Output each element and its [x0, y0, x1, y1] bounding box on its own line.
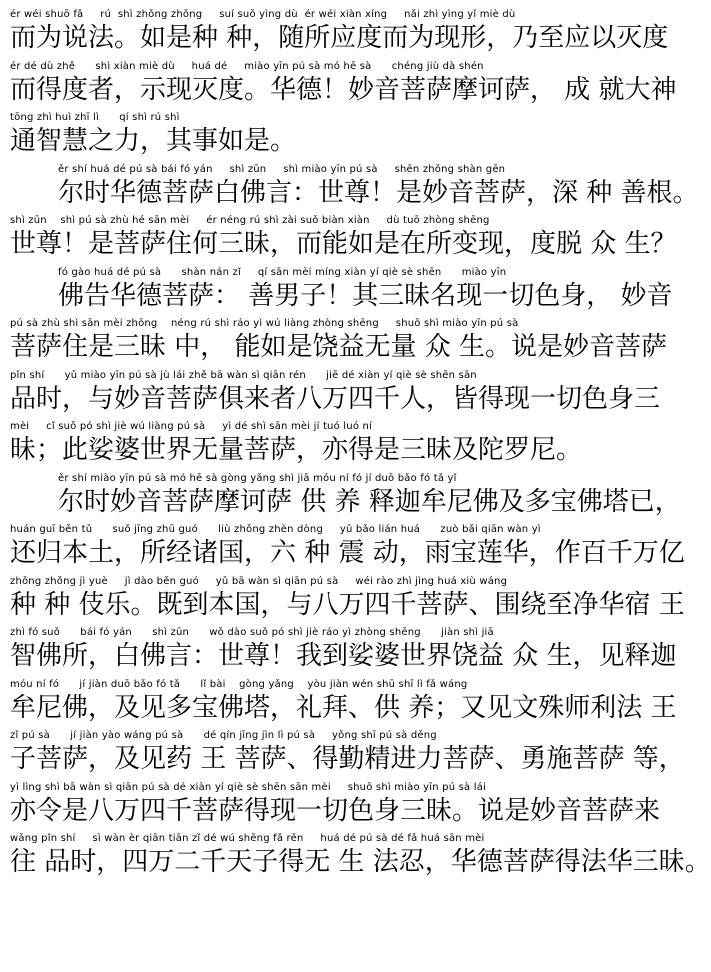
chinese-text: 尔时华德菩萨白佛言：世尊！是妙音菩萨，深 种 善根。 — [58, 177, 699, 208]
text-line-10 — [10, 472, 681, 524]
text-line-2 — [10, 60, 677, 112]
text-line-14 — [10, 678, 677, 730]
chinese-text: 尔时妙音菩萨摩诃萨 供 养 释迦牟尼佛及多宝佛塔已， — [58, 486, 681, 517]
pinyin-annotation: fó gào huá dé pú sà shàn nán zǐ qí sān mèi míng xiàn yí qiè sè shēn miào yīn — [58, 266, 507, 278]
chinese-text: 还归本土，所经诸国，六 种 震 动，雨宝莲华，作百千万亿 — [10, 538, 685, 568]
pinyin-annotation: ér dé dù zhě shì xiàn miè dù huá dé miào yīn pú sà mó hē sà chéng jiù dà shén — [10, 60, 484, 72]
chinese-text: 品时，与妙音菩萨俱来者八万四千人，皆得现一切色身三 — [10, 383, 661, 414]
chinese-text: 世尊！是菩萨住何三昧，而能如是在所变现，度脱 众 生？ — [10, 229, 677, 259]
text-line-12 — [10, 575, 685, 627]
chinese-text: 往 品时，四万二千天子得无 生 法忍，华德菩萨得法华三昧。 — [10, 847, 711, 877]
pinyin-annotation: mèi cǐ suǒ pó shì jiè wú liàng pú sà yì dé shì sān mèi jí tuó luó ní — [10, 421, 373, 432]
pinyin-annotation: yì lìng shì bā wàn sì qiān pú sà dé xiàn yí qiè sè shēn sān mèi shuō shì miào yīn pú sà lái — [10, 781, 487, 793]
chinese-text: 亦令是八万四千菩萨得现一切色身三昧。说是妙音菩萨来 — [10, 795, 661, 826]
chinese-text: 佛告华德菩萨： 善男子！其三昧名现一切色身， 妙音 — [58, 280, 673, 311]
chinese-text: 种 种 伎乐。既到本国，与八万四千菩萨、围绕至净华宿 王 — [10, 589, 685, 620]
pinyin-annotation: pú sà zhù shì sān mèi zhōng néng rú shì ráo yì wú liàng zhòng shēng shuō shì miào yīn pú sà — [10, 318, 519, 329]
text-line-15 — [10, 729, 685, 781]
pinyin-annotation: tōng zhì huì zhī lì qí shì rú shì — [10, 112, 180, 123]
pinyin-annotation: zhì fó suǒ bái fó yán shì zūn wǒ dào suǒ pó shì jiè ráo yì zhòng shēng jiàn shì jiā — [10, 627, 494, 638]
chinese-text: 昧；此娑婆世界无量菩萨，亦得是三昧及陀罗尼。 — [10, 435, 583, 465]
pinyin-annotation: ěr shí miào yīn pú sà mó hē sà gòng yǎng shì jiā móu ní fó jí duō bǎo fó tǎ yǐ — [58, 472, 457, 484]
chinese-text: 菩萨住是三昧 中， 能如是饶益无量 众 生。说是妙音菩萨 — [10, 332, 668, 362]
pinyin-annotation: wǎng pǐn shí sì wàn èr qiān tiān zǐ dé wú shēng fǎ rěn huá dé pú sà dé fǎ huá sān mèi — [10, 833, 485, 844]
chinese-text: 牟尼佛，及见多宝佛塔，礼拜、供 养；又见文殊师利法 王 — [10, 692, 677, 723]
text-line-7 — [10, 317, 668, 369]
text-line-5 — [10, 214, 677, 266]
pinyin-annotation: zhǒng zhǒng jì yuè jì dào běn guó yǔ bā wàn sì qiān pú sà wéi rào zhì jìng huá xiù wáng — [10, 575, 508, 587]
chinese-text: 而得度者，示现灭度。华德！妙音菩萨摩诃萨， 成 就大神 — [10, 74, 677, 105]
pinyin-annotation: móu ní fó jí jiàn duō bǎo fó tǎ lǐ bài gòng yǎng yòu jiàn wén shū shī lì fǎ wáng — [10, 678, 468, 690]
pinyin-annotation: shì zūn shì pú sà zhù hé sān mèi ér néng rú shì zài suǒ biàn xiàn dù tuō zhòng shēng — [10, 215, 490, 226]
text-line-1 — [10, 8, 669, 60]
pinyin-annotation: ěr shí huá dé pú sà bái fó yán shì zūn shì miào yīn pú sà shēn zhǒng shàn gēn — [58, 163, 506, 175]
chinese-text: 而为说法。如是种 种，随所应度而为现形，乃至应以灭度 — [10, 23, 669, 53]
pinyin-annotation: zǐ pú sà jí jiàn yào wáng pú sà dé qín jīng jìn lì pú sà yǒng shī pú sà děng — [10, 730, 437, 741]
text-line-4 — [10, 163, 699, 215]
chinese-text: 通智慧之力，其事如是。 — [10, 126, 297, 156]
pinyin-annotation: pǐn shí yǔ miào yīn pú sà jù lái zhě bā wàn sì qiān rén jiē dé xiàn yí qiè sè shēn sān — [10, 369, 477, 381]
text-line-17 — [10, 832, 711, 884]
text-line-16 — [10, 781, 661, 833]
text-line-9 — [10, 420, 620, 472]
text-line-6 — [10, 266, 673, 318]
chinese-text: 智佛所，白佛言：世尊！我到娑婆世界饶益 众 生，见释迦 — [10, 641, 677, 671]
text-line-11 — [10, 523, 685, 575]
pinyin-annotation: huán guī běn tǔ suǒ jīng zhū guó liù zhǒng zhèn dòng yǔ bǎo lián huá zuò bǎi qiān wàn yì — [10, 524, 541, 535]
text-line-3 — [10, 111, 620, 163]
pinyin-annotation: ér wéi shuō fǎ rú shì zhǒng zhǒng suí suǒ yìng dù ér wéi xiàn xíng nǎi zhì yìng yǐ miè dù — [10, 9, 516, 20]
chinese-text: 子菩萨，及见药 王 菩萨、得勤精进力菩萨、勇施菩萨 等， — [10, 744, 685, 774]
text-line-8 — [10, 369, 661, 421]
text-line-13 — [10, 626, 677, 678]
